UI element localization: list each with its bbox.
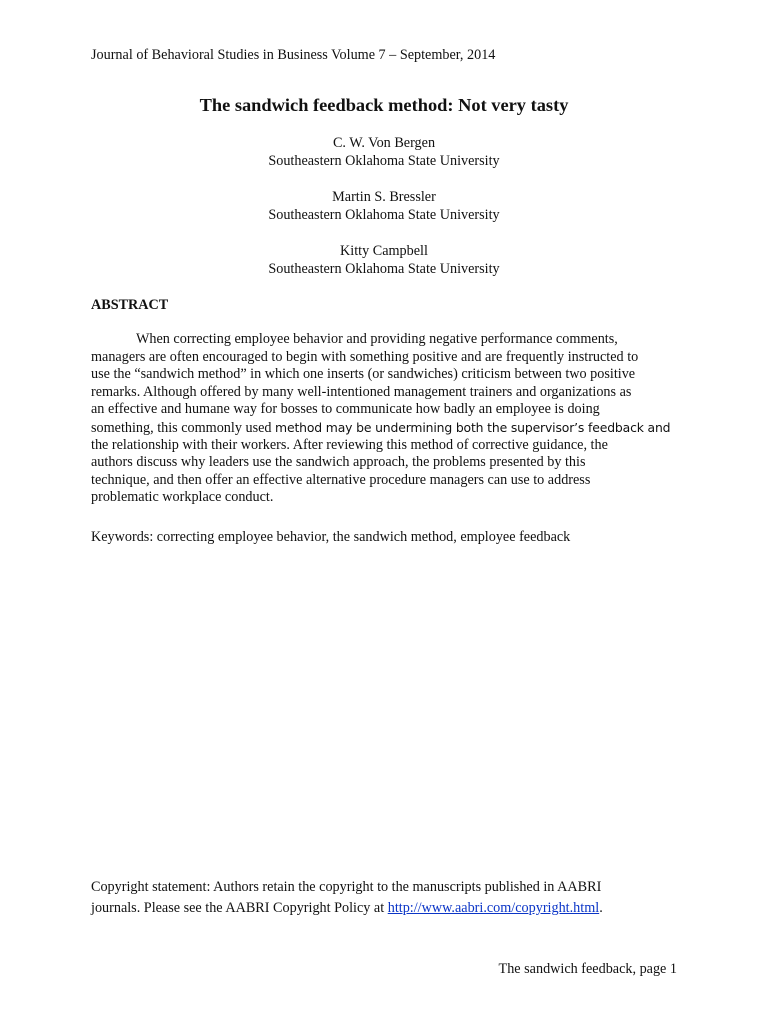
author-affiliation: Southeastern Oklahoma State University: [268, 260, 500, 277]
author-affiliation: Southeastern Oklahoma State University: [268, 206, 500, 223]
copyright-text: .: [599, 900, 603, 916]
abstract-line: When correcting employee behavior and providing negative performance comments,: [136, 331, 618, 347]
copyright-policy-link[interactable]: http://www.aabri.com/copyright.html: [387, 900, 600, 916]
page-footer: The sandwich feedback, page 1: [498, 961, 677, 977]
keywords: Keywords: correcting employee behavior, the sandwich method, employee feedback: [91, 529, 571, 545]
author-block: [0, 243, 768, 278]
copyright-statement: [91, 877, 691, 919]
copyright-line: [91, 898, 691, 919]
author-name: Kitty Campbell: [340, 243, 428, 259]
abstract-line-segment: something, this commonly used: [91, 419, 276, 436]
abstract-body: [91, 331, 691, 507]
abstract-line: managers are often encouraged to begin with something positive and are frequently instructed to: [91, 348, 639, 365]
copyright-line: Copyright statement: Authors retain the copyright to the manuscripts published in AABRI: [91, 879, 602, 895]
author-block: [0, 135, 768, 170]
abstract-line: technique, and then offer an effective alternative procedure managers can use to address: [91, 471, 591, 488]
author-name: Martin S. Bressler: [332, 189, 436, 205]
abstract-line: [91, 419, 691, 437]
abstract-line: remarks. Although offered by many well-intentioned management trainers and organizations as: [91, 383, 632, 400]
paper-title: The sandwich feedback method: Not very tasty: [199, 95, 569, 115]
copyright-text: journals. Please see the AABRI Copyright Policy at: [91, 900, 388, 916]
abstract-line: an effective and humane way for bosses to communicate how badly an employee is doing: [91, 401, 600, 418]
author-name: C. W. Von Bergen: [332, 135, 436, 151]
running-header: Journal of Behavioral Studies in Business Volume 7 – September, 2014: [91, 47, 496, 63]
author-block: [0, 189, 768, 224]
abstract-line: authors discuss why leaders use the sandwich approach, the problems presented by this: [91, 454, 586, 471]
abstract-line: use the “sandwich method” in which one inserts (or sandwiches) criticism between two positive: [91, 366, 636, 383]
abstract-line: the relationship with their workers. After reviewing this method of corrective guidance, the: [91, 436, 608, 453]
abstract-heading: ABSTRACT: [91, 297, 169, 313]
abstract-line-segment: method may be undermining both the supervisor’s feedback and: [275, 419, 671, 435]
author-affiliation: Southeastern Oklahoma State University: [268, 152, 500, 169]
abstract-line: problematic workplace conduct.: [91, 489, 274, 506]
